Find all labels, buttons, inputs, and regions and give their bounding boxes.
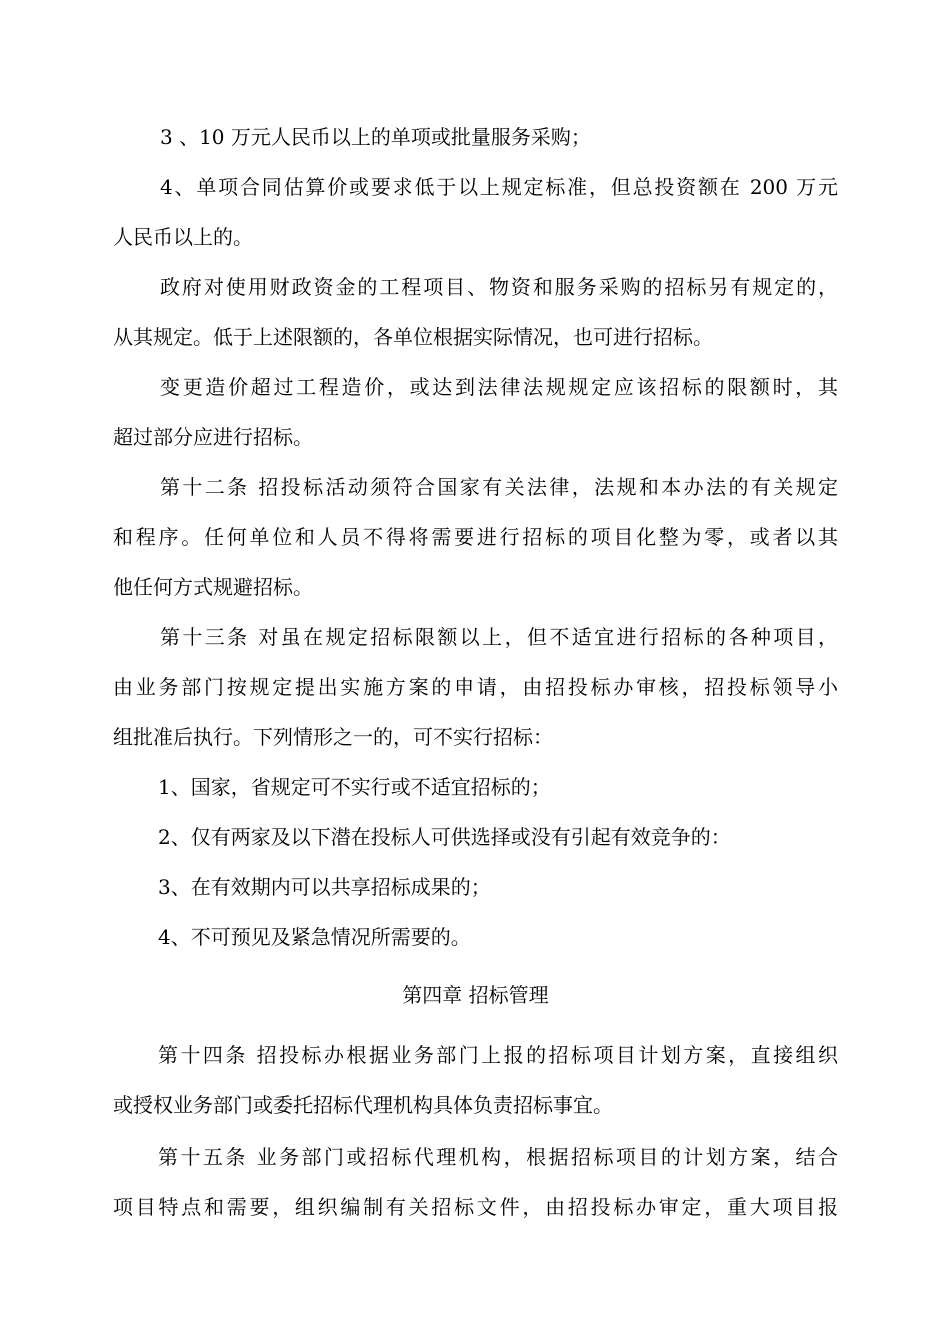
text-line: 从其规定。低于上述限额的，各单位根据实际情况，也可进行招标。 <box>113 325 713 349</box>
text-line: 由业务部门按规定提出实施方案的申请，由招投标办审核，招投标领导小 <box>113 675 838 699</box>
list-item: 3、在有效期内可以共享招标成果的； <box>158 875 491 899</box>
article-13-line: 第十三条 对虽在规定招标限额以上，但不适宜进行招标的各种项目， <box>160 625 838 649</box>
text-line: 人民币以上的。 <box>113 225 253 249</box>
list-item: 2、仅有两家及以下潜在投标人可供选择或没有引起有效竞争的： <box>158 825 731 849</box>
chapter-heading: 第四章 招标管理 <box>402 983 549 1007</box>
article-12-line: 第十二条 招投标活动须符合国家有关法律，法规和本办法的有关规定 <box>160 475 838 499</box>
text-line: 4、单项合同估算价或要求低于以上规定标准，但总投资额在 200 万元 <box>160 175 838 199</box>
text-line: 组批准后执行。下列情形之一的，可不实行招标： <box>113 725 553 749</box>
text-line: 和程序。任何单位和人员不得将需要进行招标的项目化整为零，或者以其 <box>113 525 838 549</box>
list-item: 1、国家，省规定可不实行或不适宜招标的； <box>158 775 551 799</box>
text-line: 超过部分应进行招标。 <box>113 425 313 449</box>
list-item: 4、不可预见及紧急情况所需要的。 <box>158 925 471 949</box>
text-line: 或授权业务部门或委托招标代理机构具体负责招标事宜。 <box>113 1093 613 1117</box>
text-line: 变更造价超过工程造价，或达到法律法规规定应该招标的限额时，其 <box>160 375 838 399</box>
text-line: 他任何方式规避招标。 <box>113 575 313 599</box>
text-line: 政府对使用财政资金的工程项目、物资和服务采购的招标另有规定的， <box>160 275 838 299</box>
text-line: 3 、10 万元人民币以上的单项或批量服务采购； <box>160 125 591 149</box>
article-15-line: 第十五条 业务部门或招标代理机构，根据招标项目的计划方案，结合 <box>158 1145 838 1169</box>
text-line: 项目特点和需要，组织编制有关招标文件，由招投标办审定，重大项目报 <box>113 1195 838 1219</box>
article-14-line: 第十四条 招投标办根据业务部门上报的招标项目计划方案，直接组织 <box>158 1043 838 1067</box>
